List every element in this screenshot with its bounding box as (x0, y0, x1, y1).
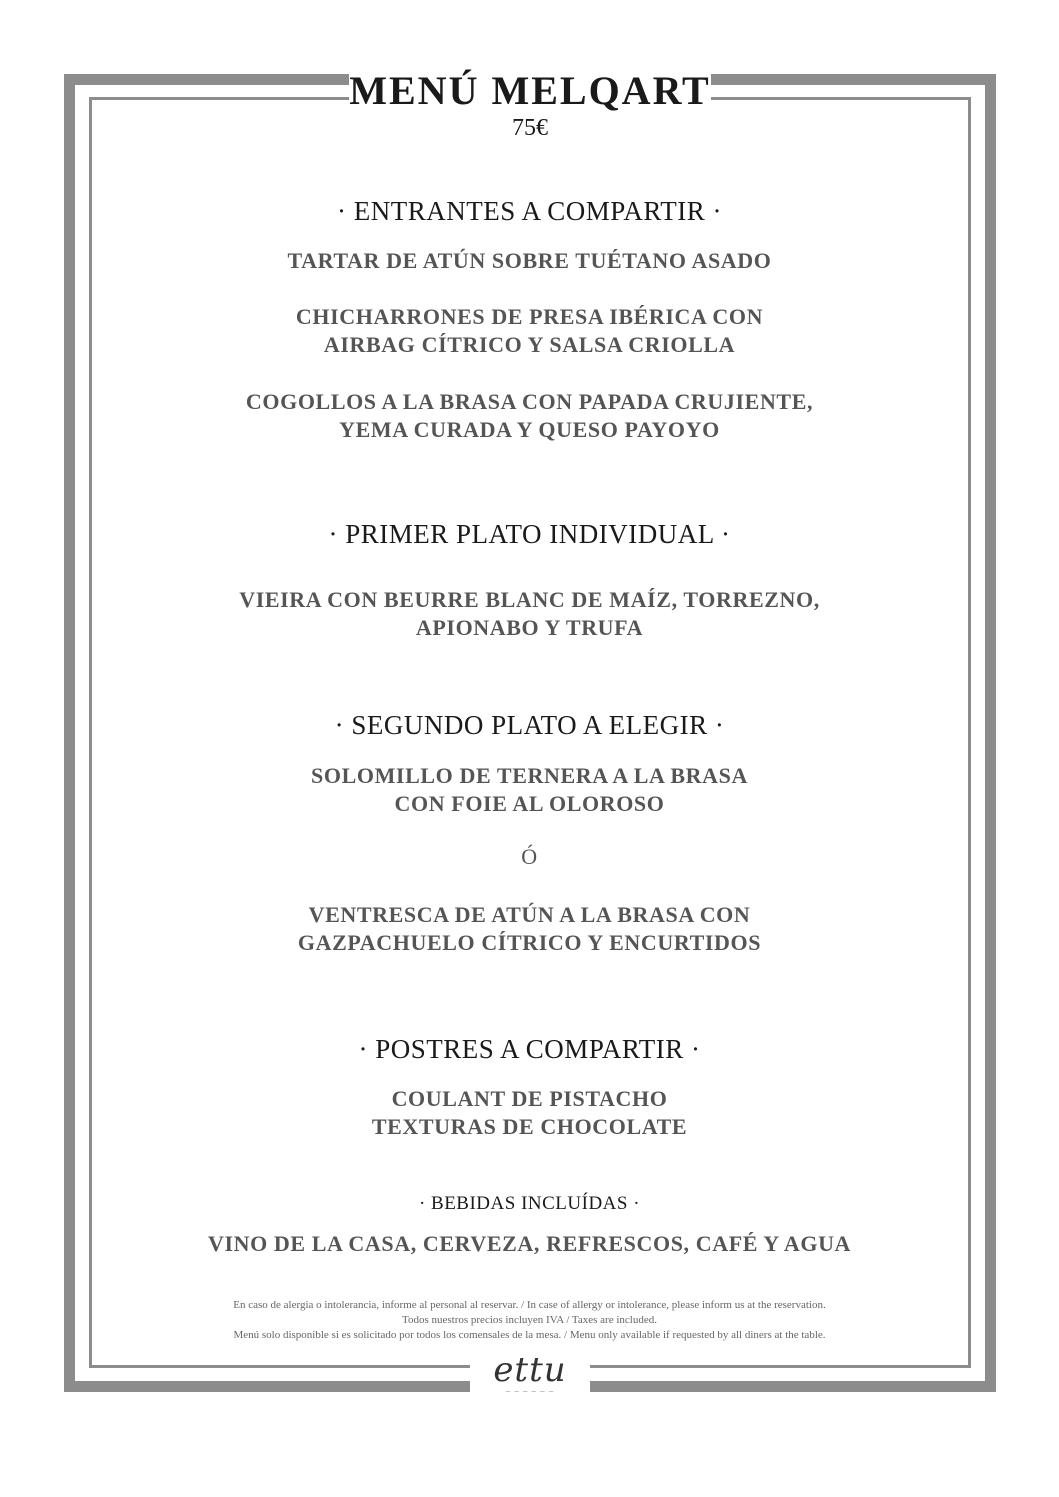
section-heading-postres: · POSTRES A COMPARTIR · (358, 1034, 701, 1064)
section-heading-segundo: · SEGUNDO PLATO A ELEGIR · (334, 710, 725, 740)
dish-line: GAZPACHUELO CÍTRICO Y ENCURTIDOS (297, 930, 762, 955)
tax-notice: Todos nuestros precios incluyen IVA / Taxes are included. (402, 1314, 657, 1326)
section-heading-primer: · PRIMER PLATO INDIVIDUAL · (328, 519, 731, 549)
dish-ventresca (0, 901, 1059, 957)
dish-line: CHICHARRONES DE PRESA IBÉRICA CON (295, 304, 764, 329)
title-block (349, 62, 711, 150)
dish-cogollos (0, 388, 1059, 444)
dish-line: COULANT DE PISTACHO (391, 1086, 668, 1111)
logo-wordmark: ettu (493, 1350, 567, 1390)
availability-notice: Menú solo disponible si es solicitado por todos los comensales de la mesa. / Menu only available if requested by all diners at the table. (233, 1329, 826, 1341)
dish-postres (0, 1085, 1059, 1141)
logo-tagline-mark: — — — — — — (505, 1389, 555, 1395)
section-heading-bebidas: · BEBIDAS INCLUÍDAS · (418, 1193, 641, 1214)
dish-line: TEXTURAS DE CHOCOLATE (371, 1114, 688, 1139)
dish-line: AIRBAG CÍTRICO Y SALSA CRIOLLA (323, 332, 736, 357)
menu-price: 75€ (512, 115, 548, 141)
dish-line: SOLOMILLO DE TERNERA A LA BRASA (311, 763, 748, 788)
dish-line: VENTRESCA DE ATÚN A LA BRASA CON (308, 902, 751, 927)
dish-solomillo (0, 762, 1059, 818)
dish-line: VIEIRA CON BEURRE BLANC DE MAÍZ, TORREZNO, (239, 587, 820, 612)
dish-line: TARTAR DE ATÚN SOBRE TUÉTANO ASADO (287, 248, 772, 273)
restaurant-logo (470, 1345, 590, 1405)
drinks-included: VINO DE LA CASA, CERVEZA, REFRESCOS, CAFÉ Y AGUA (207, 1231, 852, 1256)
dish-line: COGOLLOS A LA BRASA CON PAPADA CRUJIENTE, (245, 389, 814, 414)
allergy-notice: En caso de alergia o intolerancia, informe al personal al reservar. / In case of allergy or intolerance, please inform us at the reservation. (233, 1299, 826, 1311)
section-heading-entrantes: · ENTRANTES A COMPARTIR · (337, 196, 722, 226)
dish-tartar (0, 247, 1059, 275)
menu-title: MENÚ MELQART (349, 68, 711, 113)
dish-line: APIONABO Y TRUFA (415, 615, 644, 640)
dish-vieira (0, 586, 1059, 642)
dish-line: CON FOIE AL OLOROSO (394, 791, 665, 816)
dish-line: YEMA CURADA Y QUESO PAYOYO (339, 417, 720, 442)
choice-separator: Ó (521, 844, 538, 869)
dish-chicharrones (0, 303, 1059, 359)
